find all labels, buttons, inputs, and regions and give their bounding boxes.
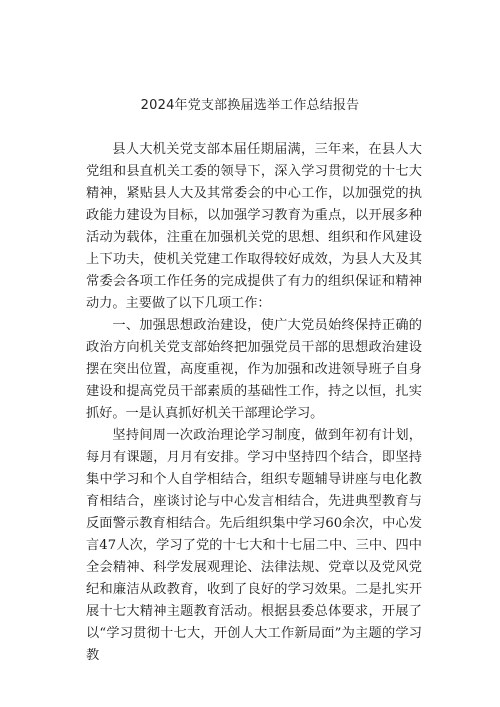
document-title: 2024年党支部换届选举工作总结报告 (140, 98, 360, 113)
paragraph-intro: 县人大机关党支部本届任期届满，三年来，在县人大党组和县直机关工委的领导下，深入学习贯彻党的十七大精神，紧贴县人大及其常委会的中心工作，以加强党的执政能力建设为目标，以加强学习教育为重点，以开展多种活动为载体，注重在加强机关党的思想、组织和作风建设上下功夫，使机关党建工作取得较好成效，为县人大及其常委会各项工作任务的完成提供了有力的组织保证和精神动力。主要做了以下几项工作： (86, 142, 422, 311)
document-body (86, 139, 422, 667)
paragraph-section-one: 一、加强思想政治建设，使广大党员始终保持正确的政治方向机关党支部始终把加强党员干部的思想政治建设摆在突出位置，高度重视，作为加强和改进领导班子自身建设和提高党员干部素质的基础性工作，持之以恒，扎实抓好。一是认真抓好机关干部理论学习。 (86, 318, 422, 421)
paragraph-study-system: 坚持间周一次政治理论学习制度，做到年初有计划，每月有课题，月月有安排。学习中坚持四个结合，即坚持集中学习和个人自学相结合，组织专题辅导讲座与电化教育相结合，座谈讨论与中心发言相结合，先进典型教育与反面警示教育相结合。先后组织集中学习60余次，中心发言47人次，学习了党的十七大和十七届二中、三中、四中全会精神、科学发展观理论、法律法规、党章以及党风党纪和廉洁从政教育，收到了良好的学习效果。二是扎实开展十七大精神主题教育活动。根据县委总体要求，开展了以“学习贯彻十七大，开创人大工作新局面”为主题的学习教 (86, 428, 422, 663)
